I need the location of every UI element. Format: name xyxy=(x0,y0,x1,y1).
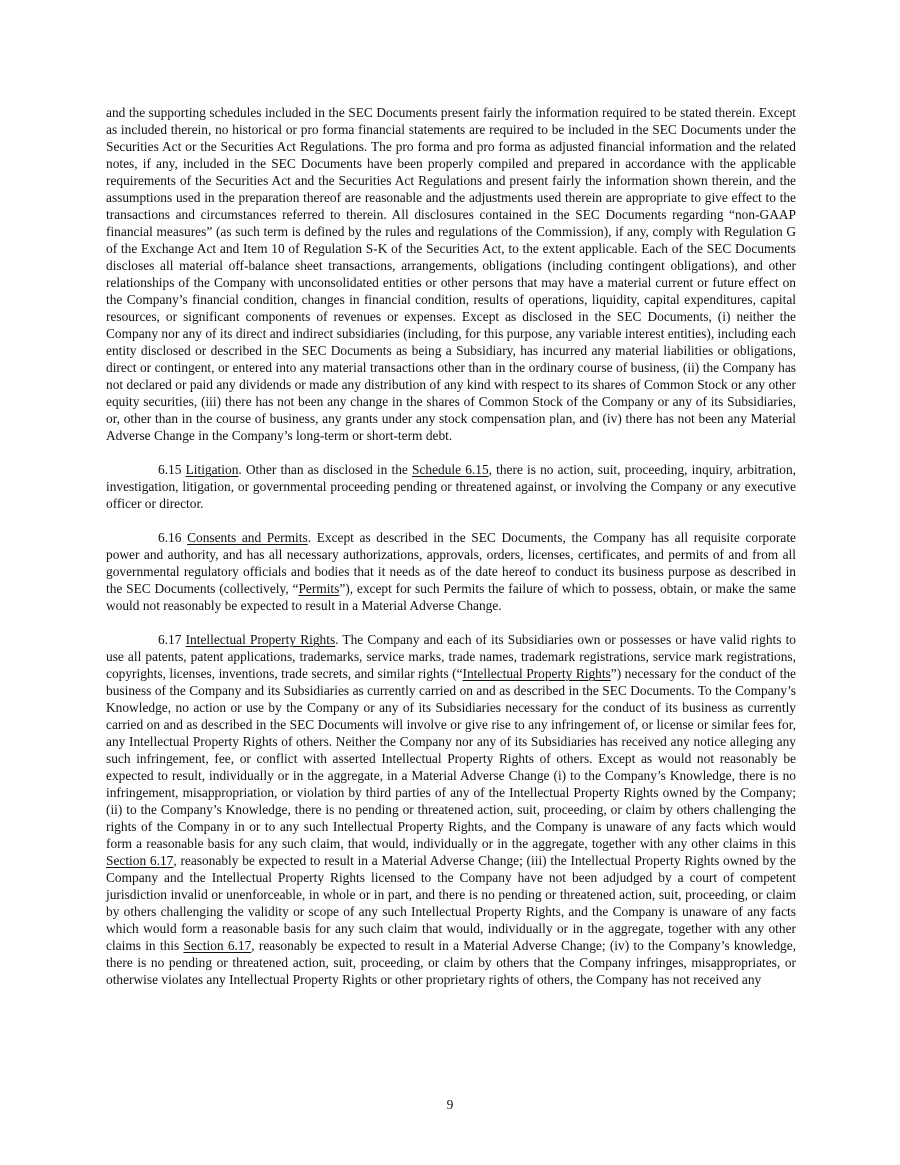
section-heading-intellectual-property-rights: Intellectual Property Rights xyxy=(185,632,336,647)
defined-term-permits: Permits xyxy=(298,581,340,596)
paragraph-section-6-16-consents xyxy=(106,529,796,614)
paragraph-section-6-17-ip-rights xyxy=(106,631,796,988)
text-run: . Other than as disclosed in the xyxy=(238,462,412,477)
defined-term-intellectual-property-rights: Intellectual Property Rights xyxy=(462,666,611,681)
section-reference: Section 6.17 xyxy=(106,853,174,868)
section-reference: Section 6.17 xyxy=(183,938,252,953)
section-heading-litigation: Litigation xyxy=(185,462,239,477)
paragraph-section-6-15-litigation xyxy=(106,461,796,512)
document-body xyxy=(106,104,796,1005)
text-run: ”) necessary for the conduct of the business of the Company and its Subsidiaries as currently carried on and as described in the SEC Documents. To the Company’s Knowledge, no action or use by the Company or any of its Subsidiaries necessary for the conduct of its business as currently carried on and as described in the SEC Documents will involve or give rise to any infringement of, or license or similar fees for, any Intellectual Property Rights of others. Neither the Company nor any of its Subsidiaries has received any notice alleging any such infringement, fee, or conflict with asserted Intellectual Property Rights of others. Except as would not reasonably be expected to result, individually or in the aggregate, in a Material Adverse Change (i) to the Company’s Knowledge, there is no infringement, misappropriation, or violation by third parties of any of the Intellectual Property Rights owned by the Company; (ii) to the Company’s Knowledge, there is no pending or threatened action, suit, proceeding, or claim by others challenging the rights of the Company in or to any such Intellectual Property Rights, and the Company is unaware of any facts which would form a reasonable basis for any such claim, that would, individually or in the aggregate, together with any other claims in this xyxy=(106,666,796,851)
text-run: , there is no action, suit, proceeding, inquiry, arbitration, investigation, litigation, or governmental proceeding pending or threatened against, or involving the Company or any executive officer or director. xyxy=(106,462,797,511)
section-number: 6.16 xyxy=(158,530,188,545)
paragraph-continuation xyxy=(106,104,796,444)
schedule-reference: Schedule 6.15 xyxy=(411,462,489,477)
section-number: 6.17 xyxy=(158,632,186,647)
text-run: . The Company and each of its Subsidiaries own or possesses or have valid rights to use all patents, patent applications, trademarks, service marks, trade names, trademark registrations, service mark registrations, copyrights, licenses, inventions, trade secrets, and similar rights (“ xyxy=(106,632,797,681)
text-run: , reasonably be expected to result in a Material Adverse Change; (iv) to the Company’s knowledge, there is no pending or threatened action, suit, proceeding, or claim by others that the Company infringes, misappropriates, or otherwise violates any Intellectual Property Rights or other proprietary rights of others, the Company has not received any xyxy=(106,938,796,987)
section-heading-consents-and-permits: Consents and Permits xyxy=(187,530,308,545)
text-run: ”), except for such Permits the failure of which to possess, obtain, or make the same would not reasonably be expected to result in a Material Adverse Change. xyxy=(106,581,797,613)
page-number: 9 xyxy=(446,1097,454,1112)
text-run: . Except as described in the SEC Documents, the Company has all requisite corporate power and authority, and has all necessary authorizations, approvals, orders, licenses, certificates, and permits of and from all governmental regulatory officials and bodies that it needs as of the date hereof to conduct its business purpose as described in the SEC Documents (collectively, “ xyxy=(106,530,796,596)
text-run: and the supporting schedules included in the SEC Documents present fairly the information required to be stated therein. Except as included therein, no historical or pro forma financial statements are required to be included in the SEC Documents under the Securities Act or the Securities Act Regulations. The pro forma and pro forma as adjusted financial information and the related notes, if any, included in the SEC Documents have been properly compiled and prepared in accordance with the applicable requirements of the Securities Act and the Securities Act Regulations and present fairly the information shown therein, and the assumptions used in the preparation thereof are reasonable and the adjustments used therein are appropriate to give effect to the transactions and circumstances referred to therein. All disclosures contained in the SEC Documents regarding “non-GAAP financial measures” (as such term is defined by the rules and regulations of the Commission), if any, comply with Regulation G of the Exchange Act and Item 10 of Regulation S-K of the Securities Act, to the extent applicable. Each of the SEC Documents discloses all material off-balance sheet transactions, arrangements, obligations (including contingent obligations), and other relationships of the Company with unconsolidated entities or other persons that may have a material current or future effect on the Company’s financial condition, changes in financial condition, results of operations, liquidity, capital expenditures, capital resources, or significant components of revenues or expenses. Except as disclosed in the SEC Documents, (i) neither the Company nor any of its direct and indirect subsidiaries (including, for this purpose, any variable interest entities), including each entity disclosed or described in the SEC Documents as being a Subsidiary, has incurred any material liabilities or obligations, direct or contingent, or entered into any material transactions other than in the ordinary course of business, (ii) the Company has not declared or paid any dividends or made any distribution of any kind with respect to its shares of Common Stock or any other equity securities, (iii) there has not been any change in the shares of Common Stock of the Company or any of its Subsidiaries, or, other than in the course of business, any grants under any stock compensation plan, and (iv) there has not been any Material Adverse Change in the Company’s long-term or short-term debt. xyxy=(106,105,796,443)
text-run: , reasonably be expected to result in a Material Adverse Change; (iii) the Intellectual Property Rights owned by the Company and the Intellectual Property Rights licensed to the Company have not been adjudged by a court of competent jurisdiction invalid or unenforceable, in whole or in part, and there is no pending or threatened action, suit, proceeding, or claim by others challenging the validity or scope of any such Intellectual Property Rights, and the Company is unaware of any facts which would form a reasonable basis for any such claim that would, individually or in the aggregate, together with any other claims in this xyxy=(106,853,796,953)
section-number: 6.15 xyxy=(158,462,186,477)
